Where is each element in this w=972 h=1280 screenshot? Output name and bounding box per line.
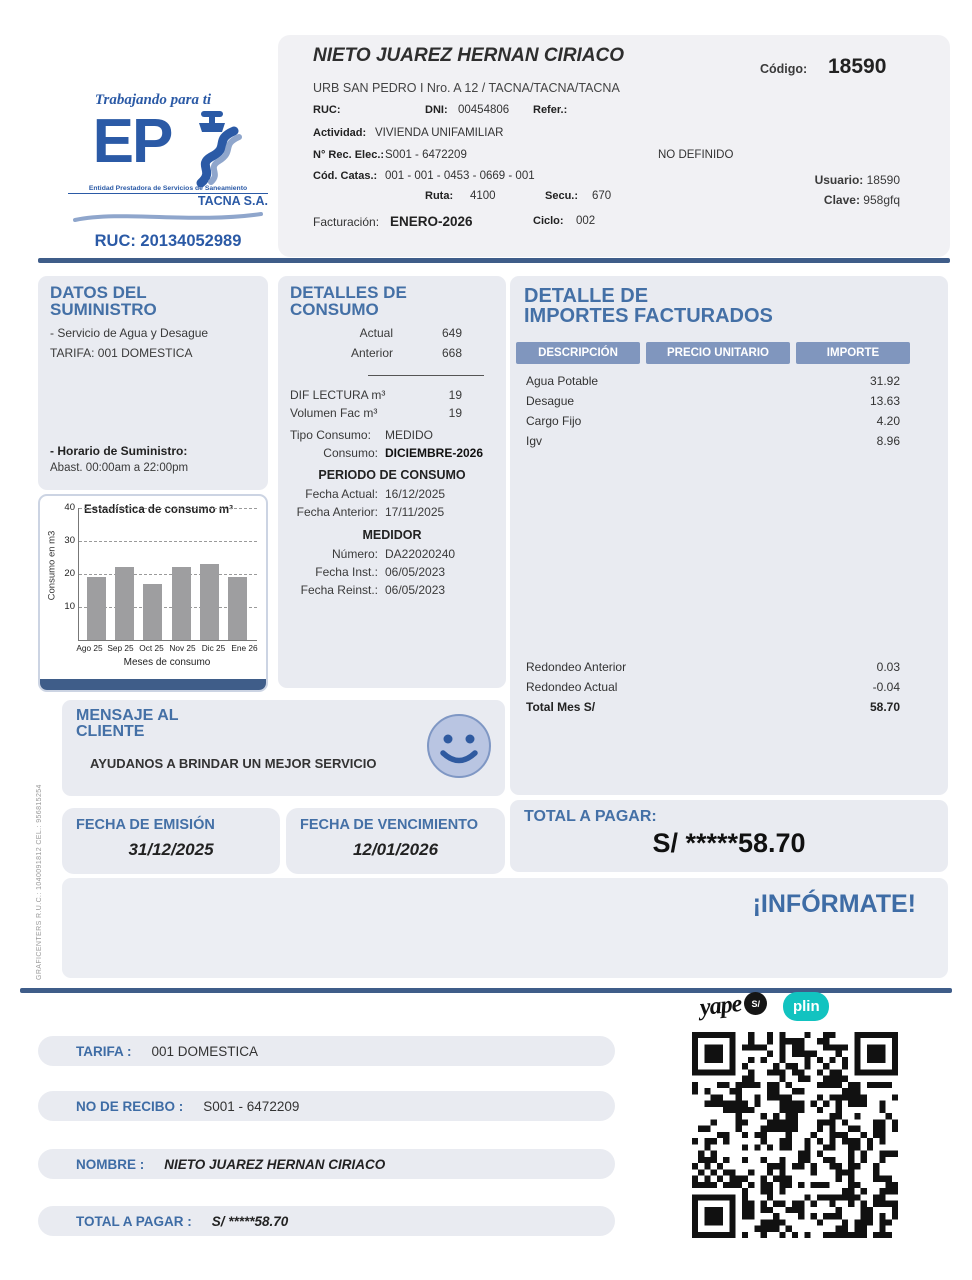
facturacion-label: Facturación: (313, 215, 380, 229)
fecha-actual-value: 16/12/2025 (385, 487, 446, 501)
servicio-line: - Servicio de Agua y Desague (50, 326, 209, 340)
actividad-label: Actividad: (313, 127, 367, 139)
chart-title: Estadística de consumo m³ (84, 504, 233, 516)
eps-logo (58, 92, 278, 251)
logo-company: TACNA S.A. (68, 193, 268, 208)
clave-row (824, 193, 900, 207)
chart-bar (172, 567, 191, 640)
yape-soles-badge-icon: S/ (744, 992, 767, 1015)
importe-row: Agua Potable 31.92 (526, 374, 900, 388)
fecha-inst-label: Fecha Inst.: (315, 565, 378, 579)
chart-bars (78, 508, 256, 640)
horario-label: - Horario de Suministro: (50, 444, 188, 458)
fecha-vencimiento-panel (286, 808, 505, 874)
chart-bar (143, 584, 162, 640)
ruta-label: Ruta: (425, 190, 454, 202)
datos-suministro-title: DATOS DEL SUMINISTRO (50, 283, 157, 320)
redondeo-actual-row: Redondeo Actual -0.04 (526, 680, 900, 694)
medidor-title: MEDIDOR (362, 528, 422, 542)
numero-value: DA22020240 (385, 547, 456, 561)
chart-x-tick: Ene 26 (231, 643, 258, 653)
secu-label: Secu.: (545, 190, 579, 202)
consumo-label: Consumo: (323, 446, 378, 460)
customer-address: URB SAN PEDRO I Nro. A 12 / TACNA/TACNA/TACNA (313, 81, 620, 95)
ciclo-label: Ciclo: (533, 215, 564, 227)
payment-qr-code (692, 1032, 898, 1238)
chart-x-tick: Sep 25 (107, 643, 134, 653)
consumo-value: DICIEMBRE-2026 (385, 446, 484, 460)
fecha-emision-value: 31/12/2025 (128, 840, 214, 859)
chart-bar (200, 564, 219, 640)
fecha-reinst-value: 06/05/2023 (385, 583, 446, 597)
logo-eps-row (58, 109, 278, 183)
detalles-consumo-title: DETALLES DE CONSUMO (290, 283, 407, 320)
tipo-label: Tipo Consumo: (290, 428, 371, 442)
chart-bar (228, 577, 247, 640)
chart-y-axis-label: Consumo en m3 (46, 530, 58, 601)
total-mes-row: Total Mes S/ 58.70 (526, 700, 900, 714)
informate-text: ¡INFÓRMATE! (752, 890, 916, 918)
bottom-total-row: TOTAL A PAGAR : S/ *****58.70 (38, 1206, 615, 1236)
codigo-label: Código: (760, 62, 808, 76)
importes-title: DETALLE DE IMPORTES FACTURADOS (524, 285, 773, 328)
ruta-value: 4100 (470, 190, 496, 202)
chart-x-tick: Dic 25 (201, 643, 226, 653)
actual-label: Actual (359, 326, 393, 340)
customer-name: NIETO JUAREZ HERNAN CIRIACO (313, 45, 625, 66)
consumo-separator (368, 375, 484, 376)
column-precio-unitario: PRECIO UNITARIO (646, 342, 790, 364)
chart-bar (115, 567, 134, 640)
rec-elec-label: N° Rec. Elec.: (313, 149, 385, 161)
total-pagar-panel (510, 800, 948, 872)
actividad-value: VIVIENDA UNIFAMILIAR (375, 127, 504, 139)
total-pagar-amount: S/ *****58.70 (652, 828, 806, 858)
column-descripcion: DESCRIPCIÓN (516, 342, 640, 364)
fecha-reinst-label: Fecha Reinst.: (300, 583, 378, 597)
datos-suministro-panel (38, 276, 268, 490)
dif-label: DIF LECTURA m³ (290, 388, 386, 402)
fecha-inst-value: 06/05/2023 (385, 565, 446, 579)
secu-value: 670 (592, 190, 612, 202)
numero-label: Número: (331, 547, 378, 561)
no-definido: NO DEFINIDO (658, 149, 734, 161)
total-pagar-label: TOTAL A PAGAR: (524, 808, 657, 825)
informate-panel (62, 878, 948, 978)
anterior-label: Anterior (350, 346, 393, 360)
wave-swoosh-icon (73, 210, 263, 224)
logo-ruc: RUC: 20134052989 (94, 232, 242, 250)
tarifa-line: TARIFA: 001 DOMESTICA (50, 346, 193, 360)
clave-value: 958gfq (863, 193, 900, 207)
mensaje-texto: AYUDANOS A BRINDAR UN MEJOR SERVICIO (90, 756, 377, 771)
plin-logo: plin (783, 992, 829, 1021)
chart-x-tick: Nov 25 (169, 643, 196, 653)
ciclo-value: 002 (576, 215, 596, 227)
fecha-emision-panel (62, 808, 280, 874)
dif-value: 19 (448, 388, 462, 402)
refer-label: Refer.: (533, 104, 568, 116)
usuario-row (815, 173, 900, 187)
column-importe: IMPORTE (796, 342, 910, 364)
chart-y-tick: 30 (64, 535, 75, 546)
actual-value: 649 (441, 326, 462, 340)
bottom-recibo-row: NO DE RECIBO : S001 - 6472209 (38, 1091, 615, 1121)
chart-bottom-bar (40, 679, 266, 690)
fecha-actual-label: Fecha Actual: (305, 487, 378, 501)
importes-panel (510, 276, 948, 795)
clave-label: Clave: (823, 193, 860, 207)
usuario-value: 18590 (866, 173, 900, 187)
fecha-anterior-label: Fecha Anterior: (296, 505, 378, 519)
horario-value: Abast. 00:00am a 22:00pm (50, 462, 189, 474)
consumption-chart (38, 494, 268, 692)
customer-header-card (278, 35, 950, 257)
rec-elec-value: S001 - 6472209 (385, 149, 467, 161)
chart-x-tick: Ago 25 (76, 643, 103, 653)
dni-label: DNI: (425, 104, 448, 116)
chart-bar (87, 577, 106, 640)
fecha-emision-label: FECHA DE EMISIÓN (76, 817, 215, 833)
dni-value: 00454806 (458, 104, 510, 116)
redondeo-anterior-row: Redondeo Anterior 0.03 (526, 660, 900, 674)
tipo-value: MEDIDO (385, 428, 433, 442)
catas-value: 001 - 001 - 0453 - 0669 - 001 (385, 170, 535, 182)
usuario-label: Usuario: (814, 173, 864, 187)
faucet-water-stream-icon (171, 109, 243, 189)
periodo-title: PERIODO DE CONSUMO (318, 468, 466, 482)
vol-label: Volumen Fac m³ (290, 406, 378, 420)
bottom-tarifa-row: TARIFA : 001 DOMESTICA (38, 1036, 615, 1066)
smiley-face-icon (425, 712, 493, 780)
importe-row: Cargo Fijo 4.20 (526, 414, 900, 428)
logo-subtitle: Entidad Prestadora de Servicios de Saneamiento (88, 185, 248, 192)
logo-tagline: Trabajando para ti (94, 92, 212, 108)
catas-label: Cód. Catas.: (313, 170, 378, 182)
payment-logos (700, 992, 829, 1021)
fecha-vencimiento-label: FECHA DE VENCIMIENTO (300, 817, 479, 833)
chart-y-tick: 40 (64, 502, 75, 513)
logo-ep-text: EP (92, 107, 172, 176)
detalles-consumo-panel (278, 276, 506, 688)
chart-x-tick-labels (74, 643, 260, 653)
chart-y-tick: 20 (64, 568, 75, 579)
mensaje-title: MENSAJE AL CLIENTE (76, 707, 179, 741)
vol-value: 19 (448, 406, 462, 420)
fecha-anterior-value: 17/11/2025 (385, 505, 445, 519)
importe-row: Igv 8.96 (526, 434, 900, 448)
chart-x-tick: Oct 25 (139, 643, 164, 653)
printer-credit-note: GRAFICENTERS R.U.C.: 1040091812 CEL.: 956815254 (36, 784, 43, 980)
fecha-vencimiento-value: 12/01/2026 (352, 840, 439, 859)
bottom-nombre-row: NOMBRE : NIETO JUAREZ HERNAN CIRIACO (38, 1149, 615, 1179)
yape-logo: yape (698, 990, 743, 1022)
header-divider (38, 258, 950, 263)
anterior-value: 668 (441, 346, 462, 360)
chart-x-axis-label: Meses de consumo (123, 657, 211, 668)
chart-y-tick: 10 (64, 601, 75, 612)
facturacion-value: ENERO-2026 (390, 214, 473, 229)
ruc-label: RUC: (313, 104, 341, 116)
importe-row: Desague 13.63 (526, 394, 900, 408)
codigo-value: 18590 (828, 55, 887, 78)
mensaje-cliente-panel (62, 700, 505, 796)
